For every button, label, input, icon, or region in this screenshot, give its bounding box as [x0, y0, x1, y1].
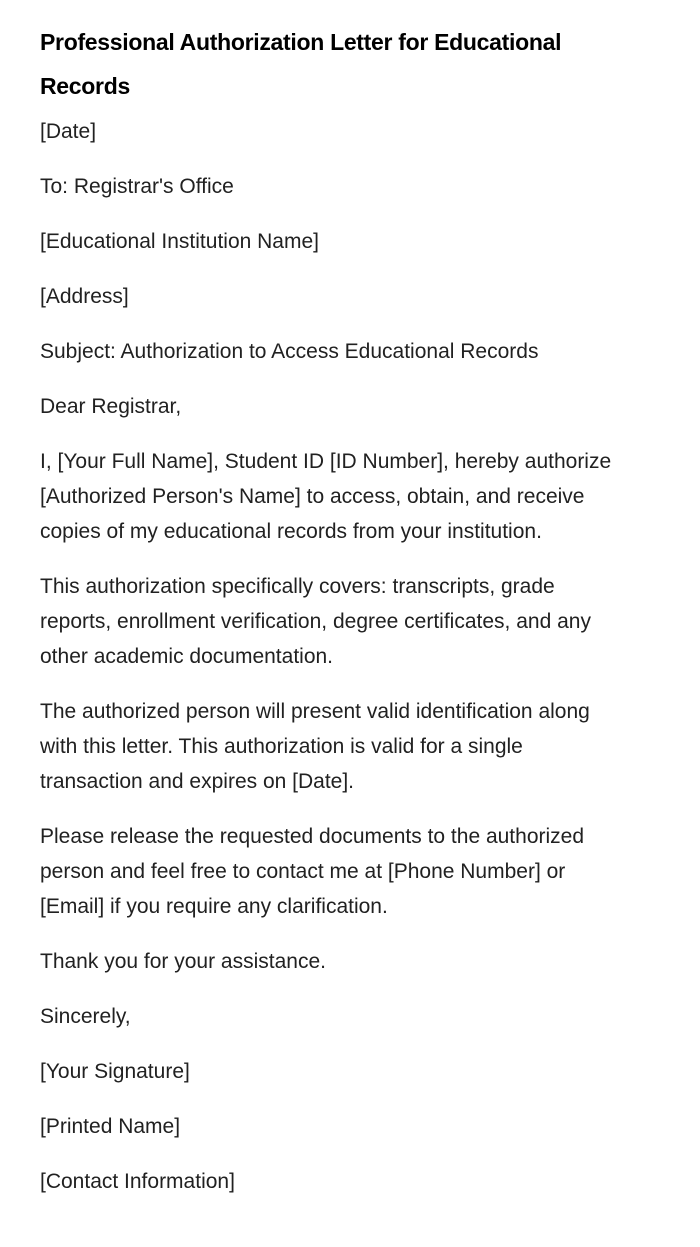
page-title	[40, 20, 660, 108]
coverage-paragraph: This authorization specifically covers: transcripts, grade reports, enrollment verification, degree certificates, and any other academic documentation.	[40, 575, 591, 668]
printed-name-line: [Printed Name]	[40, 1115, 181, 1138]
signature-placeholder-line: [Your Signature]	[40, 1060, 190, 1083]
thanks-line: Thank you for your assistance.	[40, 950, 326, 973]
subject-line: Subject: Authorization to Access Educational Records	[40, 340, 539, 363]
date-placeholder-line: [Date]	[40, 120, 97, 143]
authorization-paragraph: I, [Your Full Name], Student ID [ID Number], hereby authorize [Authorized Person's Name] to access, obtain, and receive copies of my educational records from your institution.	[40, 450, 612, 543]
closing-line: Sincerely,	[40, 1005, 131, 1028]
salutation-line: Dear Registrar,	[40, 395, 182, 418]
page-title-line-2: Records	[40, 73, 130, 99]
page-title-line-1: Professional Authorization Letter for Educational	[40, 29, 562, 55]
recipient-line: To: Registrar's Office	[40, 175, 234, 198]
address-line: [Address]	[40, 285, 129, 308]
institution-name-line: [Educational Institution Name]	[40, 230, 319, 253]
release-request-paragraph: Please release the requested documents to the authorized person and feel free to contact me at [Phone Number] or [Email] if you require any clarification.	[40, 825, 585, 918]
contact-info-line: [Contact Information]	[40, 1170, 235, 1193]
validity-paragraph: The authorized person will present valid identification along with this letter. This authorization is valid for a single transaction and expires on [Date].	[40, 700, 590, 793]
